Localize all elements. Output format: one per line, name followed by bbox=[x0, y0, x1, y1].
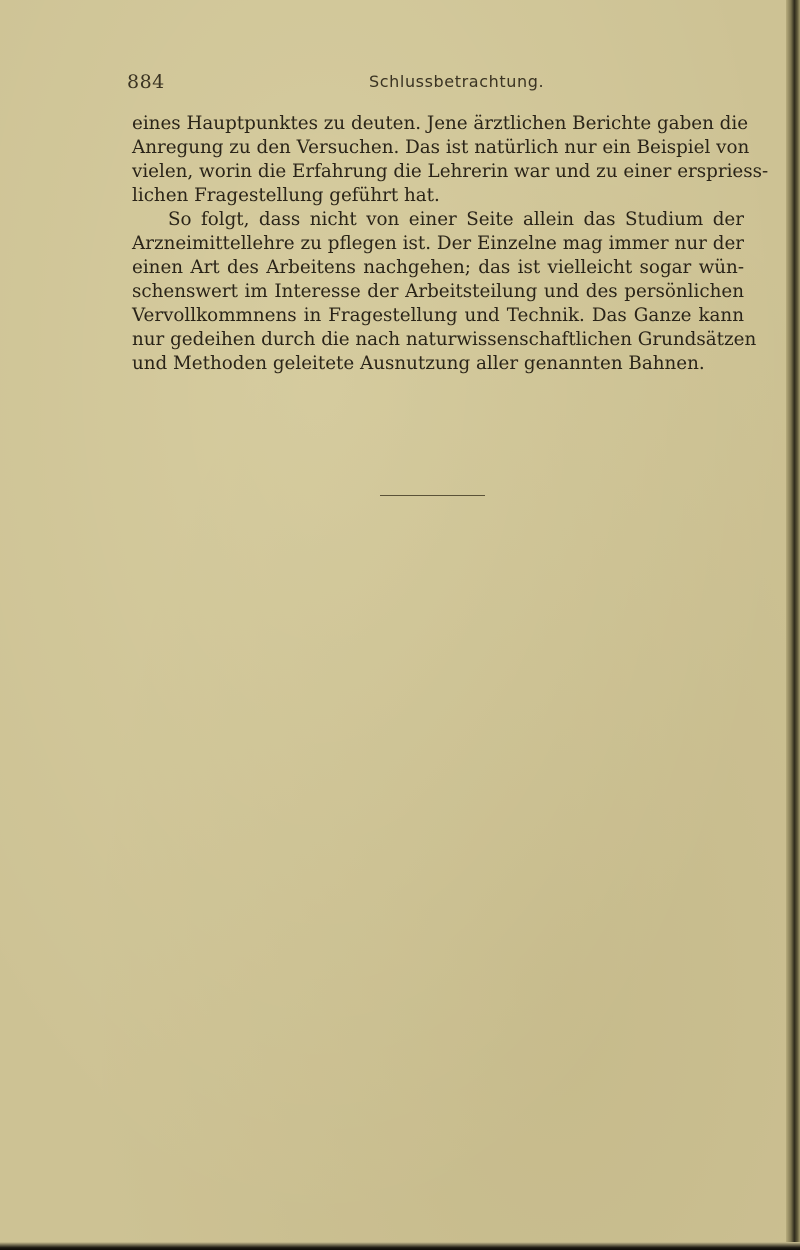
page-number: 884 bbox=[127, 71, 165, 93]
text-line: eines Hauptpunktes zu deuten. Jene ärztlichen Berichte gaben die bbox=[132, 113, 749, 134]
page-header bbox=[127, 71, 747, 95]
text-line: Vervollkommnens in Fragestellung und Technik. Das Ganze kann bbox=[132, 305, 744, 326]
text-line: lichen Fragestellung geführt hat. bbox=[132, 185, 440, 206]
text-line: vielen, worin die Erfahrung die Lehrerin war und zu einer erspriess- bbox=[132, 161, 769, 182]
running-head: Schlussbetrachtung. bbox=[369, 72, 545, 91]
text-line: nur gedeihen durch die nach naturwissenschaftlichen Grundsätzen bbox=[132, 329, 757, 350]
book-spine-edge bbox=[786, 0, 800, 1250]
text-line: schenswert im Interesse der Arbeitsteilung und des persönlichen bbox=[132, 281, 744, 302]
section-divider bbox=[380, 495, 485, 496]
text-line: Arzneimittellehre zu pflegen ist. Der Einzelne mag immer nur der bbox=[132, 233, 744, 254]
text-line: und Methoden geleitete Ausnutzung aller genannten Bahnen. bbox=[132, 353, 705, 374]
page-bottom-edge bbox=[0, 1242, 800, 1250]
body-text bbox=[132, 112, 769, 376]
text-line: einen Art des Arbeitens nachgehen; das ist vielleicht sogar wün- bbox=[132, 257, 744, 278]
text-line: So folgt, dass nicht von einer Seite allein das Studium der bbox=[168, 209, 744, 230]
text-line: Anregung zu den Versuchen. Das ist natürlich nur ein Beispiel von bbox=[132, 137, 750, 158]
